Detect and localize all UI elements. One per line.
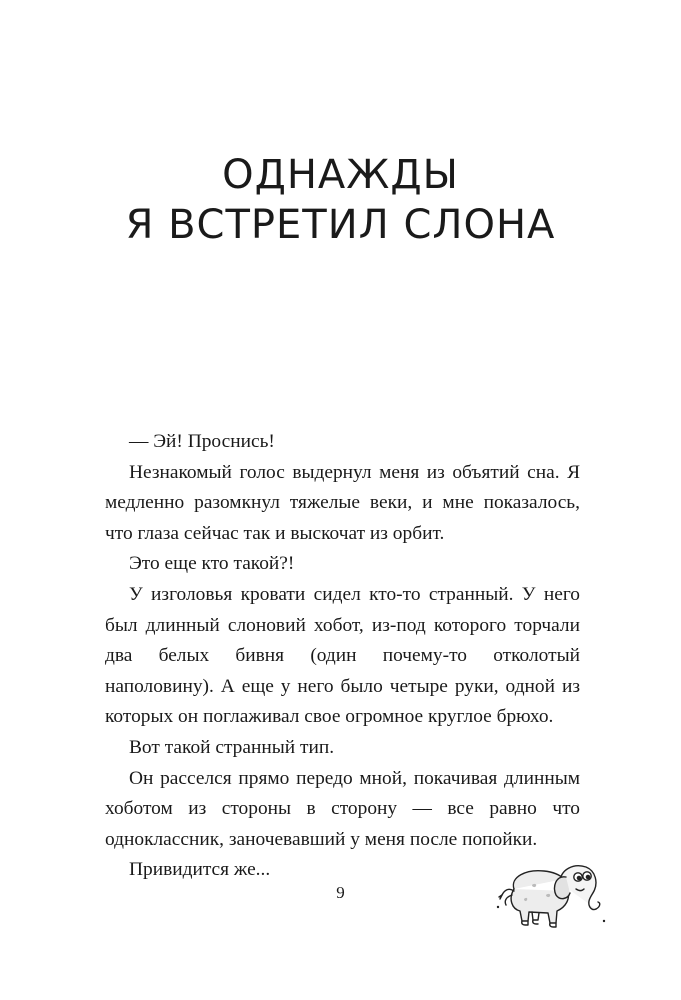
- paragraph: Привидится же...: [129, 859, 271, 881]
- chapter-title: [0, 150, 681, 250]
- paragraph: Это еще кто такой?!: [129, 553, 295, 575]
- paragraph: Он расселся прямо передо мной, покачивая длинным хоботом из стороны в сторону — все равно что одноклассник, заночевавший у меня после попойки.: [105, 767, 580, 850]
- elephant-icon: [492, 855, 610, 933]
- paragraph: Незнакомый голос выдернул меня из объятий сна. Я медленно разомкнул тяжелые веки, и мне показалось, что глаза сейчас так и выскочат из орбит.: [105, 461, 580, 544]
- body-text: [105, 427, 580, 886]
- chapter-title-line-1: ОДНАЖДЫ: [222, 152, 459, 198]
- page-number: 9: [336, 883, 345, 902]
- paragraph: У изголовья кровати сидел кто-то странный. У него был длинный слоновий хобот, из-под которого торчали два белых бивня (один почему-то отколотый наполовину). А еще у него было четыре руки, одной из которых он поглаживал свое огромное круглое брюхо.: [105, 583, 580, 728]
- paragraph: — Эй! Проснись!: [129, 431, 275, 452]
- paragraph: Вот такой странный тип.: [129, 736, 335, 758]
- chapter-title-line-2: Я ВСТРЕТИЛ СЛОНА: [125, 202, 556, 248]
